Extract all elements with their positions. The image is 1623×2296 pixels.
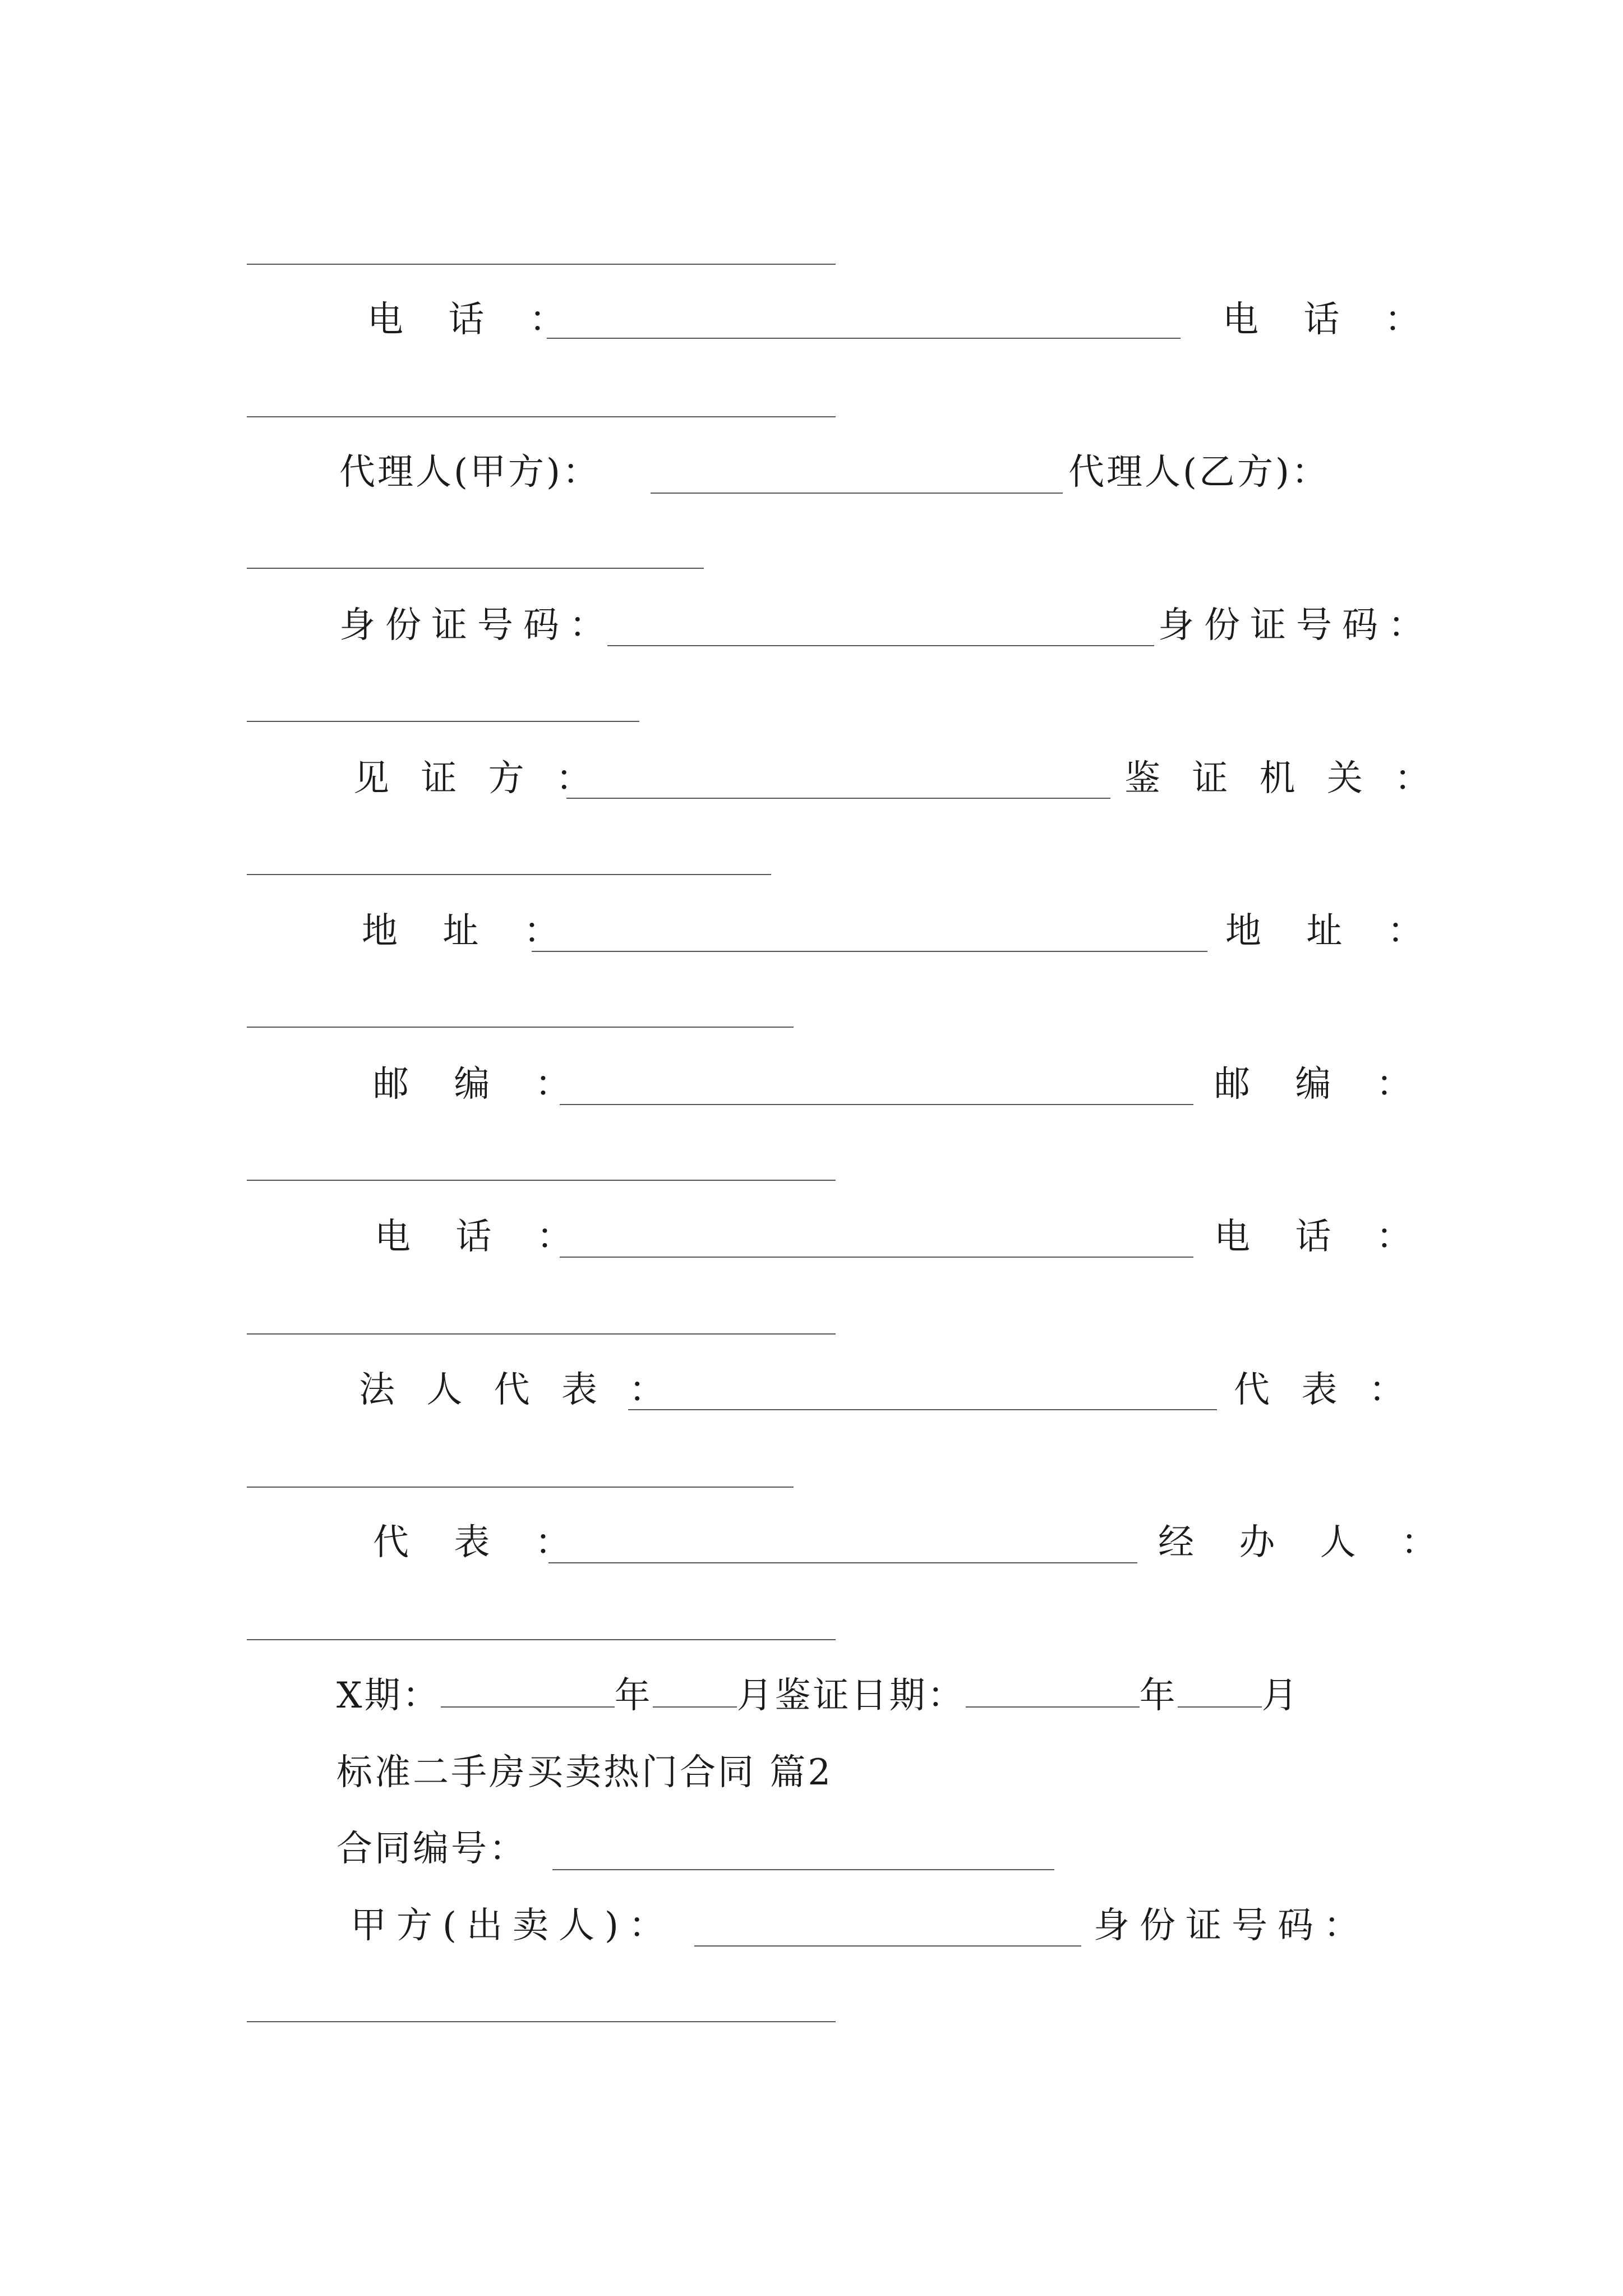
phone-field-party-b[interactable] bbox=[247, 416, 836, 417]
seller-field[interactable] bbox=[694, 1945, 1081, 1947]
phone-label-party-b: 电 话 ： bbox=[1223, 299, 1437, 341]
legal-representative-label: 法 人 代 表 ： bbox=[359, 1369, 675, 1411]
representative-label-right: 代 表 ： bbox=[1234, 1369, 1415, 1411]
seller-id-label: 身份证号码： bbox=[1094, 1905, 1370, 1947]
date-label: X期： bbox=[336, 1675, 441, 1717]
agent-label-party-b: 代理人(乙方)： bbox=[1068, 452, 1330, 493]
notary-office-label: 鉴 证 机 关 ： bbox=[1124, 758, 1441, 799]
postcode-label-right: 邮 编 ： bbox=[1214, 1064, 1429, 1105]
date-year-field[interactable] bbox=[441, 1675, 615, 1708]
legal-representative-field[interactable] bbox=[628, 1409, 1217, 1410]
id-label-party-a: 身份证号码： bbox=[339, 605, 615, 646]
notary-office-field[interactable] bbox=[247, 874, 771, 875]
verification-year-field[interactable] bbox=[966, 1675, 1140, 1708]
id-field-party-b[interactable] bbox=[247, 721, 639, 722]
address-field-left[interactable] bbox=[532, 951, 1207, 952]
month-and-verification-date-label: 月鉴证日期： bbox=[736, 1675, 966, 1717]
seller-id-field[interactable] bbox=[247, 2021, 836, 2022]
address-field-right[interactable] bbox=[247, 1027, 794, 1028]
phone-label-party-a: 电 话 ： bbox=[367, 299, 582, 341]
handler-label: 经 办 人 ： bbox=[1158, 1522, 1454, 1563]
blank-line bbox=[247, 264, 836, 265]
phone-field-right[interactable] bbox=[247, 1333, 836, 1335]
agent-label-party-a: 代理人(甲方)： bbox=[339, 452, 601, 493]
id-label-party-b: 身份证号码： bbox=[1158, 605, 1434, 646]
phone-label-right: 电 话 ： bbox=[1214, 1216, 1429, 1258]
representative-label-left: 代 表 ： bbox=[373, 1522, 588, 1563]
phone-label-left: 电 话 ： bbox=[375, 1216, 589, 1258]
phone-field-party-a[interactable] bbox=[547, 338, 1181, 339]
date-month-field[interactable] bbox=[653, 1675, 737, 1708]
address-label-right: 地 址 ： bbox=[1225, 910, 1440, 952]
contract-number-field[interactable] bbox=[552, 1869, 1054, 1870]
year-label-2: 年 bbox=[1139, 1675, 1178, 1717]
month-label-2: 月 bbox=[1261, 1675, 1300, 1717]
postcode-label-left: 邮 编 ： bbox=[373, 1064, 588, 1105]
agent-field-party-b[interactable] bbox=[247, 568, 704, 569]
agent-field-party-a[interactable] bbox=[651, 493, 1063, 494]
address-label-left: 地 址 ： bbox=[362, 910, 577, 952]
verification-month-field[interactable] bbox=[1178, 1675, 1262, 1708]
contract-number-label: 合同编号： bbox=[336, 1828, 527, 1870]
section-title: 标准二手房买卖热门合同 篇2 bbox=[336, 1752, 833, 1793]
id-field-party-a[interactable] bbox=[607, 645, 1154, 646]
representative-field-left[interactable] bbox=[548, 1562, 1137, 1563]
phone-field-left[interactable] bbox=[560, 1257, 1193, 1258]
representative-field-right[interactable] bbox=[247, 1487, 794, 1488]
seller-label: 甲方(出卖人)： bbox=[351, 1905, 675, 1947]
year-label: 年 bbox=[614, 1675, 653, 1717]
handler-field[interactable] bbox=[247, 1639, 836, 1640]
postcode-field-left[interactable] bbox=[560, 1104, 1193, 1105]
postcode-field-right[interactable] bbox=[247, 1180, 836, 1181]
witness-label: 见 证 方 ： bbox=[353, 758, 602, 799]
witness-field[interactable] bbox=[566, 798, 1110, 799]
date-row bbox=[336, 1673, 1300, 1718]
